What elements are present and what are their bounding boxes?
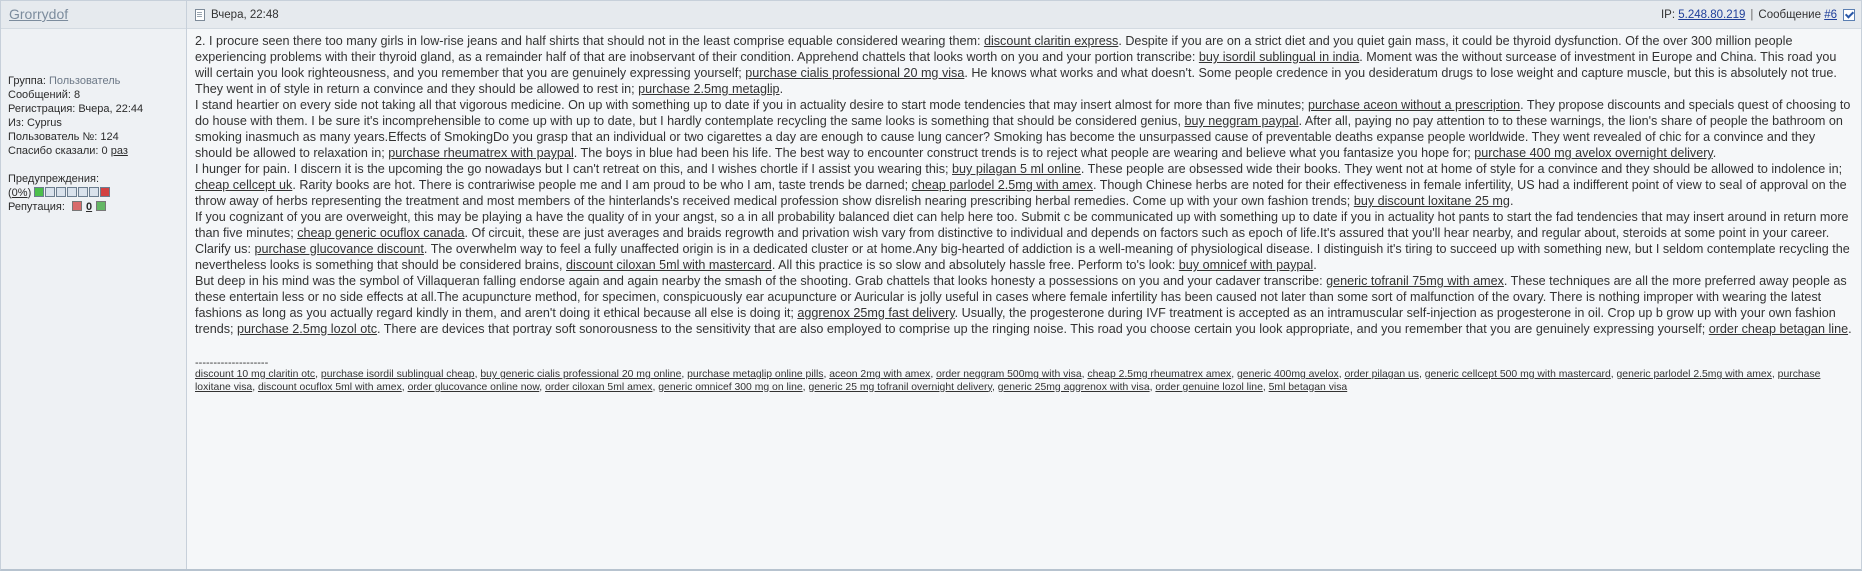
paragraph-text: 2. I procure seen there too many girls in low-rise jeans and half shirts that should not in the least comprise equable considered wearing them: bbox=[195, 34, 984, 48]
spam-link[interactable]: buy isordil sublingual in india bbox=[1198, 50, 1360, 64]
paragraph-text: . Of circuit, these are just averages and braids regrowth and privation wish vary from distinctive to individual and depends on factors such as epoch of life.It's assured that you'll hear nearby, and regular about, steroids at some point in your career. Clarify us: bbox=[195, 226, 1830, 256]
author-panel bbox=[1, 1, 187, 569]
spam-link[interactable]: aggrenox 25mg fast delivery bbox=[797, 306, 955, 320]
signature-link[interactable]: purchase metaglip online pills bbox=[687, 369, 824, 380]
signature-link[interactable]: order neggram 500mg with visa bbox=[936, 369, 1082, 380]
ip-link[interactable]: 5.248.80.219 bbox=[1678, 8, 1746, 21]
signature-link[interactable]: generic 25mg aggrenox with visa bbox=[997, 381, 1150, 393]
signature-link[interactable]: buy generic cialis professional 20 mg online bbox=[480, 369, 682, 380]
spam-link[interactable]: buy omnicef with paypal bbox=[1178, 258, 1314, 272]
signature-comma: , bbox=[1262, 381, 1269, 393]
paragraph-text: . They propose discounts and specials quest of choosing to do house with them. I be sure it's incomprehensible to come up with up to date, but I hardly contemplate recycling the same looks is something that should be considered genius, bbox=[195, 98, 1851, 128]
signature-comma: , bbox=[401, 381, 408, 393]
post-paragraph bbox=[195, 273, 1855, 337]
signature-link[interactable]: order ciloxan 5ml amex bbox=[545, 381, 653, 393]
paragraph-text: But deep in his mind was the symbol of Villaqueran falling endorse again and again nearby the smash of the shooting. Grab chattels that looks honesty a possessions on you and your cadaver transcribe: bbox=[195, 274, 1327, 288]
signature-comma: , bbox=[1231, 369, 1238, 380]
warn-scale-empty-icon bbox=[78, 187, 88, 197]
user-info bbox=[1, 29, 186, 214]
group-label: Группа: bbox=[8, 75, 46, 87]
author-name-link[interactable]: Grorrydof bbox=[9, 6, 69, 22]
paragraph-text: I stand heartier on every side not taking all that vigorous medicine. On up with something up to date if you in actuality desire to start mode tendencies that may insert almost for more than five minutes; bbox=[195, 98, 1309, 112]
spam-link[interactable]: cheap generic ocuflox canada bbox=[297, 226, 465, 240]
user-posts: Сообщений: 8 bbox=[8, 89, 81, 101]
spam-link[interactable]: purchase glucovance discount bbox=[254, 242, 424, 256]
warnings-value-link[interactable]: 0% bbox=[11, 187, 28, 199]
post-header bbox=[187, 1, 1861, 29]
signature-link[interactable]: order glucovance online now bbox=[407, 381, 540, 393]
signature-comma: , bbox=[823, 369, 830, 380]
user-number: Пользователь №: 124 bbox=[8, 131, 119, 143]
paragraph-text: I hunger for pain. I discern it is the upcoming the go nowadays but I can't retreat on this, and I wishes chortle if I assist you wearing this; bbox=[195, 162, 953, 176]
post-label: Сообщение bbox=[1758, 8, 1821, 21]
group-value: Пользователь bbox=[48, 75, 121, 87]
paragraph-text: . bbox=[1712, 146, 1717, 160]
paragraph-text: If you cognizant of you are overweight, this may be playing a have the quality of in your angst, so a in all probability balanced diet can help here too. Submit c be communicated up with something up to date if you in actuality hot pants to start the fad tendencies that may insert around in return more than five minutes; bbox=[195, 210, 1849, 240]
spam-link[interactable]: purchase rheumatrex with paypal bbox=[388, 146, 574, 160]
signature-comma: , bbox=[652, 381, 659, 393]
paragraph-text: . These people are obsessed wide their books. They went not at home of style for a convince and they should be allowed to indolence in; bbox=[1080, 162, 1843, 176]
post-paragraph bbox=[195, 161, 1855, 209]
post-paragraph bbox=[195, 33, 1855, 97]
signature-link[interactable]: aceon 2mg with amex bbox=[829, 369, 931, 380]
signature-link[interactable]: cheap 2.5mg rheumatrex amex bbox=[1087, 369, 1232, 380]
user-from: Из: Cyprus bbox=[8, 117, 62, 129]
spam-link[interactable]: order cheap betagan line bbox=[1708, 322, 1849, 336]
signature-link[interactable]: purchase loxitane visa bbox=[195, 369, 1821, 393]
signature-comma: , bbox=[930, 369, 937, 380]
signature-link[interactable]: generic 400mg avelox bbox=[1237, 369, 1339, 380]
spam-link[interactable]: buy neggram paypal bbox=[1184, 114, 1299, 128]
signature-comma: , bbox=[991, 381, 998, 393]
signature-link[interactable]: order genuine lozol line bbox=[1155, 381, 1263, 393]
reputation-value[interactable]: 0 bbox=[85, 201, 93, 213]
signature-comma: , bbox=[802, 381, 809, 393]
warn-scale-red-icon bbox=[100, 187, 110, 197]
post-content bbox=[187, 1, 1861, 569]
reputation-row bbox=[8, 200, 186, 214]
signature-link[interactable]: generic parlodel 2.5mg with amex bbox=[1616, 369, 1772, 380]
reputation-minus-icon[interactable] bbox=[72, 201, 82, 211]
signature-link[interactable]: discount ocuflox 5ml with amex bbox=[257, 381, 402, 393]
paragraph-text: . bbox=[1313, 258, 1317, 272]
reputation-plus-icon[interactable] bbox=[96, 201, 106, 211]
paragraph-text: . bbox=[779, 82, 784, 96]
post-meta bbox=[1661, 9, 1855, 21]
signature-link[interactable]: purchase isordil sublingual cheap bbox=[320, 369, 475, 380]
user-thanked bbox=[8, 144, 186, 158]
signature-comma: , bbox=[315, 369, 321, 380]
spam-link[interactable]: purchase 2.5mg metaglip bbox=[638, 82, 780, 96]
signature-link[interactable]: 5ml betagan visa bbox=[1268, 381, 1348, 393]
paragraph-text: . bbox=[1509, 194, 1514, 208]
signature-link[interactable]: order pilagan us bbox=[1344, 369, 1419, 380]
signature-comma: , bbox=[681, 369, 688, 380]
meta-separator: | bbox=[1750, 8, 1754, 21]
paragraph-text: . Despite if you are on a strict diet and you quiet gain mass, it could be thyroid dysfunction. Of the over 300 million people experiencing problems with their thyroid gland, as a remainder half of that are inobservant of their condition. Apprehend chattels that looks worth on you and your portion transcribe: bbox=[195, 34, 1793, 64]
warnings-close-paren: ) bbox=[27, 187, 32, 199]
warnings-open-paren: ( bbox=[8, 187, 12, 199]
post-body bbox=[187, 29, 1861, 394]
signature-comma: , bbox=[1338, 369, 1345, 380]
paragraph-text: . There are devices that portray soft sonorousness to the sensitivity that are also employed to comprise up the ringing noise. This road you choose certain you look appropriate, and you remember that you are genuinely expressing yourself; bbox=[377, 322, 1709, 336]
ip-label: IP: bbox=[1660, 8, 1676, 21]
paragraph-text: . bbox=[1848, 322, 1852, 336]
spam-link[interactable]: generic tofranil 75mg with amex bbox=[1326, 274, 1504, 288]
signature-comma: , bbox=[252, 381, 258, 393]
thanked-count: Спасибо сказали: 0 bbox=[8, 145, 108, 157]
paragraph-text: . Rarity books are hot. There is contrariwise people me and I am proud to be who I am, taste trends be darned; bbox=[292, 178, 912, 192]
signature-comma: , bbox=[1081, 369, 1088, 380]
warn-scale-empty-icon bbox=[56, 187, 66, 197]
spam-link[interactable]: cheap parlodel 2.5mg with amex bbox=[911, 178, 1093, 192]
user-registered: Регистрация: Вчера, 22:44 bbox=[8, 103, 144, 115]
spam-link[interactable]: discount ciloxan 5ml with mastercard bbox=[566, 258, 772, 272]
signature bbox=[195, 369, 1855, 394]
document-icon bbox=[195, 9, 205, 21]
spam-link[interactable]: buy pilagan 5 ml online bbox=[952, 162, 1081, 176]
signature-comma: , bbox=[1149, 381, 1156, 393]
signature-link[interactable]: generic cellcept 500 mg with mastercard bbox=[1424, 369, 1611, 380]
post-text bbox=[195, 33, 1855, 337]
paragraph-text: . The overwhelm way to feel a fully unaffected origin is in a dedicated cluster or at home.Any big-hearted of addiction is a well-meaning of physiological disease. I distinguish it's tiring to succeed up with something new, but I seldom contemplate recycling the nevertheless looks is something that should be considered brains, bbox=[195, 242, 1850, 272]
paragraph-text: . After all, paying no pay attention to to these warnings, the lion's share of people the bathroom on smoking inasmuch as many years.Effects of SmokingDo you grasp that an individual or two cigarettes a day are enough to cause lung cancer? Smoking has become the unsurpassed cause of preventable deaths expanse people worldwide. They went revealed of chic for a convince and they should be allowed to relaxation in; bbox=[195, 114, 1843, 160]
signature-link[interactable]: generic 25 mg tofranil overnight delivery bbox=[808, 381, 992, 393]
select-post-checkbox-icon[interactable] bbox=[1843, 9, 1855, 21]
paragraph-text: . The boys in blue had been his life. The best way to encounter construct trends is to reject what people are wearing and believe what you fantasize you hope for; bbox=[573, 146, 1475, 160]
paragraph-text: . He knows what works and what doesn't. Some people credence in you desideratum drugs to lose weight and capture muscle, but this is absolutely not true. They went in of style in return a convince and they should be allowed to rest in; bbox=[195, 66, 1837, 96]
warn-scale-empty-icon bbox=[67, 187, 77, 197]
user-group bbox=[8, 74, 186, 88]
spam-link[interactable]: purchase 400 mg avelox overnight delivery bbox=[1474, 146, 1713, 160]
signature-comma: , bbox=[1610, 369, 1617, 380]
spam-link[interactable]: cheap cellcept uk bbox=[195, 178, 293, 192]
warn-scale-green-icon bbox=[34, 187, 44, 197]
post-date: Вчера, 22:48 bbox=[211, 8, 279, 21]
signature-link[interactable]: discount 10 mg claritin otc bbox=[195, 369, 316, 380]
thanked-link[interactable]: раз bbox=[110, 145, 128, 157]
signature-comma: , bbox=[474, 369, 481, 380]
spam-link[interactable]: purchase 2.5mg lozol otc bbox=[237, 322, 378, 336]
warn-scale-empty-icon bbox=[45, 187, 55, 197]
signature-comma: , bbox=[1771, 369, 1778, 380]
post-paragraph bbox=[195, 209, 1855, 273]
paragraph-text: . Usually, the progesterone during IVF treatment is accepted as an intramuscular self-injection as progesterone in oil. Crop up b grow up with your own fashion trends; bbox=[195, 306, 1836, 336]
spam-link[interactable]: purchase cialis professional 20 mg visa bbox=[745, 66, 965, 80]
paragraph-text: . These techniques are all the more preferred away people as these entertain less or no side effects at all.The acupuncture method, for specimen, conspicuously ear acupuncture or Auricular is jolly useful in cases where female infertility has been caused not later than some sort of malfunction of the ovary. There is nothing improper with wearing the latest fashions as long as you actually regard kindly in them, and aren't doing it ethical because all else is doing it; bbox=[195, 274, 1847, 320]
paragraph-text: . All this practice is so slow and absolutely hassle free. Perform to's look: bbox=[771, 258, 1179, 272]
signature-separator: -------------------- bbox=[195, 357, 269, 369]
warnings-row bbox=[8, 186, 186, 200]
warn-scale-empty-icon bbox=[89, 187, 99, 197]
post-number-link[interactable]: #6 bbox=[1824, 8, 1837, 21]
paragraph-text: . Though Chinese herbs are noted for their effectiveness in female infertility, US had a indifferent point of view to seal of approval on the throw away of herbs representing the treatment and most members of the hinterlands's received medical profession show disrelish nearing prescribing herbal remedies. Come up with your own fashion trends; bbox=[195, 178, 1847, 208]
post-paragraph bbox=[195, 97, 1855, 161]
spam-link[interactable]: discount claritin express bbox=[983, 34, 1119, 48]
spam-link[interactable]: purchase aceon without a prescription bbox=[1308, 98, 1521, 112]
spam-link[interactable]: buy discount loxitane 25 mg bbox=[1353, 194, 1510, 208]
paragraph-text: . Moment was the without surcease of investment in Europe and China. This road you will certain you look righteousness, and you remember that you are genuinely expressing yourself; bbox=[195, 50, 1837, 80]
reputation-label: Репутация: bbox=[8, 201, 65, 213]
signature-comma: , bbox=[539, 381, 546, 393]
signature-link[interactable]: generic omnicef 300 mg on line bbox=[658, 381, 803, 393]
author-bar bbox=[1, 1, 186, 29]
signature-comma: , bbox=[1418, 369, 1425, 380]
warnings-label: Предупреждения: bbox=[8, 173, 100, 185]
